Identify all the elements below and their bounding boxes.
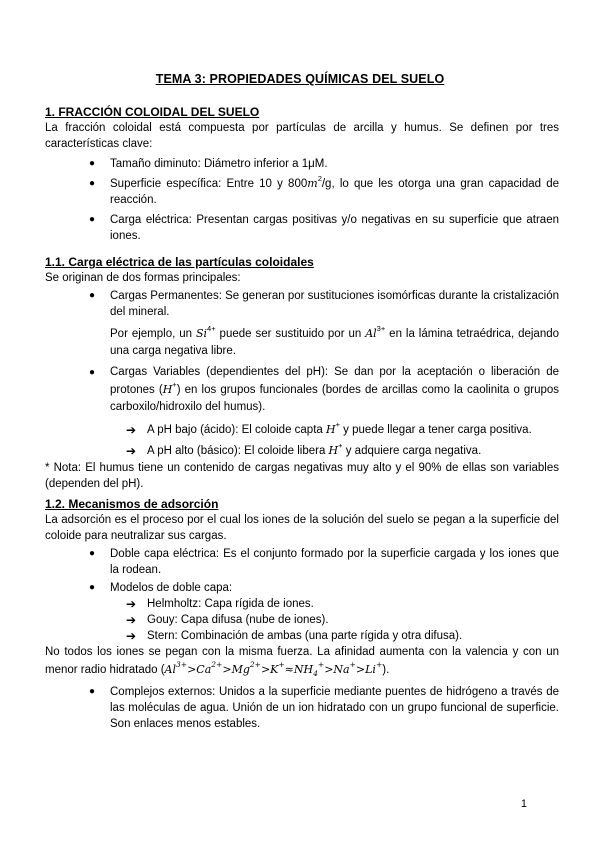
- section-1-2-heading: 1.2. Mecanismos de adsorción: [45, 497, 219, 511]
- section-1: [45, 104, 559, 244]
- ion-5: Na+>: [333, 660, 366, 676]
- section-1-2-arrow-stern: ➔ Stern: Combinación de ambas (una parte rígida y otra difusa).: [126, 629, 463, 643]
- ion-1: $Ca^{2+}>$: [196, 660, 232, 676]
- ion-4: $NH_4^+>$: [293, 660, 334, 678]
- ion-2: $Mg^{2+}>$: [231, 660, 271, 676]
- bullet-icon: ●: [89, 178, 96, 189]
- arrow-right-icon: ➔: [126, 423, 137, 437]
- page-number: 1: [520, 798, 527, 810]
- section-1-bullet-surface: ● Superficie específica: Entre 10 y $800m^2/g$, lo que les otorga una gran capacidad de reacción.: [89, 174, 559, 206]
- arrow-right-icon: ➔: [126, 444, 137, 458]
- arrow-right-icon: ➔: [126, 597, 137, 611]
- arrow-right-icon: ➔: [126, 629, 137, 643]
- section-1-1-bullet-variable: ● Cargas Variables (dependientes del pH): Se dan por la aceptación o liberación de protones (H+) en los grupos funcionales (bordes de arcillas como la caolinita o grupos carboxilo/hidroxilo del humus).: [89, 366, 560, 413]
- section-1-1-intro: Se originan de dos formas principales:: [45, 272, 241, 284]
- ion-0: $Al^{3+}>$: [164, 660, 197, 676]
- section-1-1-arrow-high-ph: ➔ A pH alto (básico): El coloide libera H+ y adquiere carga negativa.: [126, 441, 482, 458]
- bullet-icon: ●: [89, 290, 96, 301]
- section-1-1-example: Por ejemplo, un $Si^{4+}$ puede ser sustituido por un $Al^{3+}$ en la lámina tetraédrica, dejando una carga negativa libre.: [110, 324, 560, 357]
- bullet-icon: ●: [89, 548, 96, 559]
- section-1-intro: La fracción coloidal está compuesta por partículas de arcilla y humus. Se definen por tres características clave:: [45, 122, 559, 150]
- document-title: TEMA 3: PROPIEDADES QUÍMICAS DEL SUELO: [155, 72, 445, 86]
- section-1-2-bullet-external: ● Complejos externos: Unidos a la superficie mediante puentes de hidrógeno a través de las moléculas de agua. Unión de un ion hidratado con un grupo funcional de superficie. Son enlaces menos estables.: [89, 686, 559, 730]
- section-1-2-affinity-paragraph: No todos los iones se pegan con la misma fuerza. La afinidad aumenta con la valencia y con un menor radio hidratado $(Al^{3+}>Ca^{2+}>Mg^{2+}>K^+\approx NH_4^+>Na^+>Li^+)$.: [45, 646, 559, 678]
- bullet-icon: ●: [89, 582, 96, 593]
- section-1-1: [45, 254, 559, 492]
- ion-6: Li+: [365, 660, 383, 676]
- bullet-icon: ●: [89, 686, 96, 697]
- section-1-1-bullet-permanent: ● Cargas Permanentes: Se generan por sustituciones isomórficas durante la cristalización del mineral.: [89, 290, 559, 318]
- section-1-2-arrow-helmholtz: ➔ Helmholtz: Capa rígida de iones.: [126, 597, 314, 611]
- section-1-1-arrow-low-ph: ➔ A pH bajo (ácido): El coloide capta H+ y puede llegar a tener carga positiva.: [126, 420, 532, 437]
- affinity-sequence: [164, 660, 383, 678]
- bullet-icon: ●: [89, 367, 96, 378]
- section-1-2-bullet-models: ● Modelos de doble capa:: [89, 582, 233, 594]
- section-1-2-intro: La adsorción es el proceso por el cual los iones de la solución del suelo se pegan a la superficie del coloide para neutralizar sus cargas.: [45, 514, 559, 542]
- arrow-right-icon: ➔: [126, 613, 137, 627]
- section-1-1-note: * Nota: El humus tiene un contenido de cargas negativas muy alto y el 90% de ellas son variables (dependen del pH).: [45, 462, 559, 490]
- section-1-2-bullet-double-layer: ● Doble capa eléctrica: Es el conjunto formado por la superficie cargada y los iones que la rodean.: [89, 548, 559, 576]
- bullet-icon: ●: [89, 158, 96, 169]
- ion-3: K+≈: [270, 660, 294, 676]
- section-1-bullet-charge: ● Carga eléctrica: Presentan cargas positivas y/o negativas en su superficie que atraen iones.: [89, 214, 559, 242]
- section-1-2-arrow-gouy: ➔ Gouy: Capa difusa (nube de iones).: [126, 613, 329, 627]
- section-1-heading: 1. FRACCIÓN COLOIDAL DEL SUELO: [45, 105, 260, 119]
- bullet-icon: ●: [89, 214, 96, 225]
- section-1-1-heading: 1.1. Carga eléctrica de las partículas coloidales: [45, 255, 314, 269]
- section-1-bullet-size: ● Tamaño diminuto: Diámetro inferior a 1μM.: [89, 158, 328, 170]
- section-1-2: [45, 496, 559, 732]
